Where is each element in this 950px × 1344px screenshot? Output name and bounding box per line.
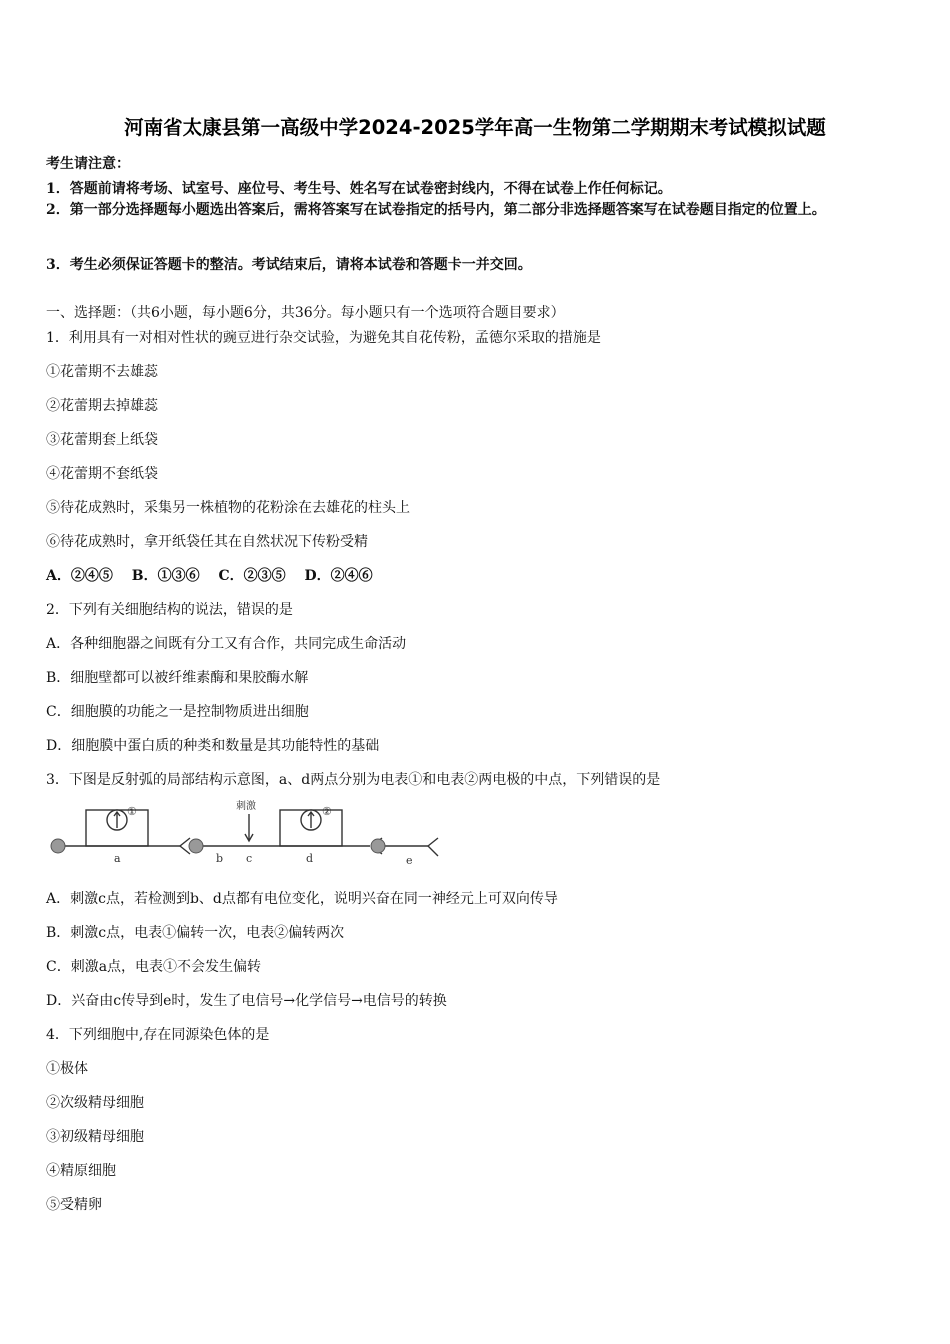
point-a-label: a: [114, 852, 121, 865]
point-b-label: b: [216, 852, 224, 865]
q1-item-6: ⑥待花成熟时，拿开纸袋任其在自然状况下传粉受精: [46, 534, 368, 550]
notice-heading: 考生请注意：: [46, 156, 130, 172]
notice-item-3: 3．考生必须保证答题卡的整洁。考试结束后，请将本试卷和答题卡一并交回。: [46, 257, 532, 273]
q3-stem: 3．下图是反射弧的局部结构示意图，a、d两点分别为电表①和电表②两电极的中点，下列错误的是: [46, 772, 661, 788]
q2-option-a: A．各种细胞器之间既有分工又有合作，共同完成生命活动: [46, 636, 407, 652]
nerve-ending: [428, 838, 438, 856]
q3-option-b: B．刺激c点，电表①偏转一次，电表②偏转两次: [46, 925, 345, 941]
q4-item-1: ①极体: [46, 1061, 88, 1077]
q3-option-c: C．刺激a点，电表①不会发生偏转: [46, 959, 262, 975]
q1-option-b: B．①③⑥: [131, 568, 200, 584]
q3-option-a: A．刺激c点，若检测到b、d点都有电位变化，说明兴奋在同一神经元上可双向传导: [46, 891, 558, 907]
point-e-label: e: [406, 854, 413, 867]
q2-option-d: D．细胞膜中蛋白质的种类和数量是其功能特性的基础: [46, 738, 380, 754]
neuron-body-1: [51, 839, 65, 853]
q2-stem: 2．下列有关细胞结构的说法，错误的是: [46, 602, 293, 618]
meter-2-label: ②: [322, 805, 332, 818]
reflex-arc-diagram: [44, 800, 444, 868]
q1-options: [46, 565, 387, 585]
q1-option-a: A．②④⑤: [46, 568, 113, 584]
q4-item-2: ②次级精母细胞: [46, 1095, 144, 1111]
stimulus-label: 刺激: [236, 801, 256, 812]
notice-item-2: 2．第一部分选择题每小题选出答案后，需将答案写在试卷指定的括号内，第二部分非选择题答案写在试卷题目指定的位置上。: [46, 202, 826, 218]
q1-item-5: ⑤待花成熟时，采集另一株植物的花粉涂在去雄花的柱头上: [46, 500, 410, 516]
q2-option-b: B．细胞壁都可以被纤维素酶和果胶酶水解: [46, 670, 309, 686]
point-c-label: c: [246, 852, 253, 865]
q1-item-4: ④花蕾期不套纸袋: [46, 466, 158, 482]
q4-item-5: ⑤受精卵: [46, 1197, 102, 1213]
point-d-label: d: [306, 852, 314, 865]
q1-stem: 1．利用具有一对相对性状的豌豆进行杂交试验，为避免其自花传粉，孟德尔采取的措施是: [46, 330, 601, 346]
q2-option-c: C．细胞膜的功能之一是控制物质进出细胞: [46, 704, 309, 720]
q1-item-1: ①花蕾期不去雄蕊: [46, 364, 158, 380]
q1-item-3: ③花蕾期套上纸袋: [46, 432, 158, 448]
section-heading: 一、选择题：（共6小题，每小题6分，共36分。每小题只有一个选项符合题目要求）: [46, 305, 565, 321]
q4-item-4: ④精原细胞: [46, 1163, 116, 1179]
q1-item-2: ②花蕾期去掉雄蕊: [46, 398, 158, 414]
neuron-body-3: [371, 839, 385, 853]
neuron-body-2: [189, 839, 203, 853]
meter-1-label: ①: [127, 805, 137, 818]
q1-option-d: D．②④⑥: [304, 568, 373, 584]
q4-item-3: ③初级精母细胞: [46, 1129, 144, 1145]
notice-item-1: 1．答题前请将考场、试室号、座位号、考生号、姓名写在试卷密封线内，不得在试卷上作任何标记。: [46, 181, 672, 197]
q1-option-c: C．②③⑤: [218, 568, 286, 584]
q3-option-d: D．兴奋由c传导到e时，发生了电信号→化学信号→电信号的转换: [46, 993, 447, 1009]
q4-stem: 4．下列细胞中,存在同源染色体的是: [46, 1027, 270, 1043]
exam-title: 河南省太康县第一高级中学2024-2025学年高一生物第二学期期末考试模拟试题: [124, 116, 826, 139]
